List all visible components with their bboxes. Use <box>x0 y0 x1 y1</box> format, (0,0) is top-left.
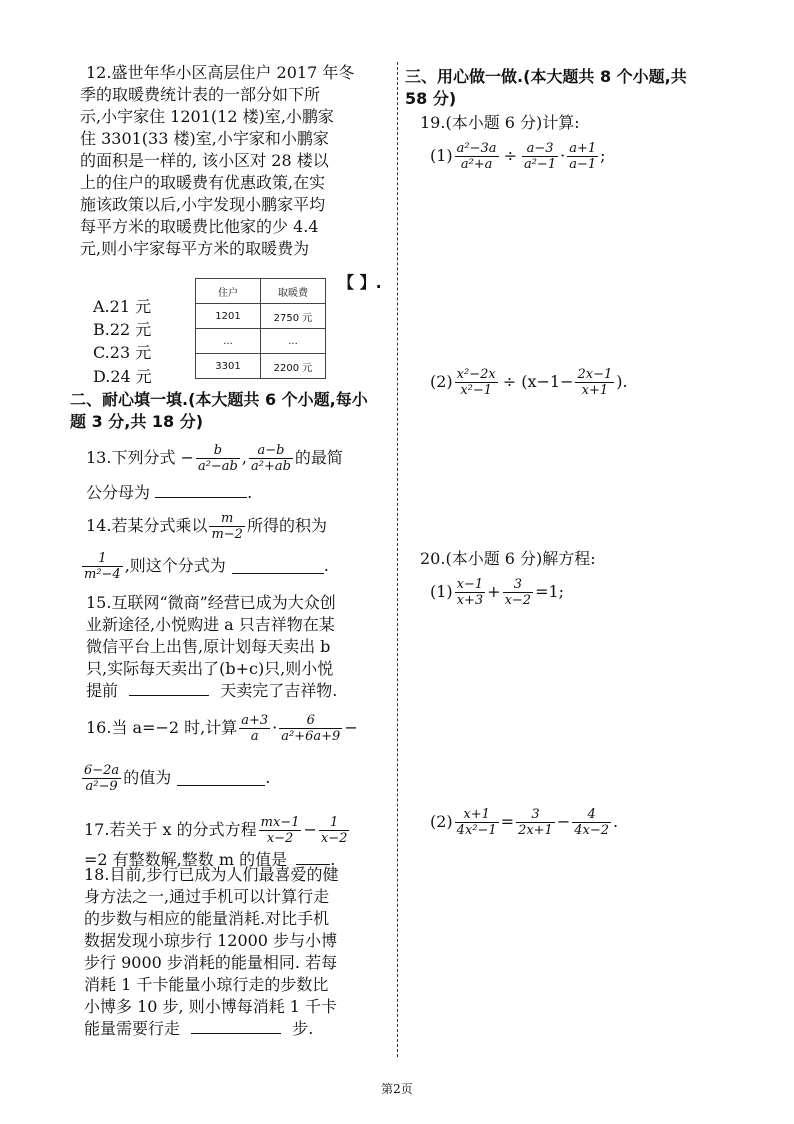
denominator: a−1 <box>569 156 597 172</box>
numerator: 6 <box>279 713 342 729</box>
q16-fraction-3 <box>82 763 121 794</box>
q12-line: 上的住户的取暖费有优惠政策,在实 <box>80 173 326 192</box>
denominator: x+1 <box>581 382 609 398</box>
q14-fraction-2 <box>82 551 123 582</box>
q12-line: 季的取暖费统计表的一部分如下所 <box>80 85 321 104</box>
numerator: m <box>209 511 245 527</box>
part-end: =1; <box>535 582 565 601</box>
option-c: C.23 元 <box>93 343 152 362</box>
question-12 <box>80 62 392 260</box>
numerator: 2x−1 <box>577 366 613 382</box>
denominator: a²+6a+9 <box>281 728 341 744</box>
answer-blank <box>191 1019 281 1034</box>
part-end: ; <box>600 146 606 165</box>
numerator: 3 <box>503 577 534 593</box>
numerator: 6−2a <box>84 762 120 778</box>
q20-title: 20.(本小题 6 分)解方程: <box>420 549 596 568</box>
operator: ÷ <box>503 146 517 165</box>
q12-line: 12.盛世年华小区高层住户 2017 年冬 <box>86 63 355 82</box>
question-18 <box>84 864 392 1040</box>
section-2-heading-line: 二、耐心填一填.(本大题共 6 个小题,每小 <box>70 390 368 409</box>
denominator: m²−4 <box>84 566 121 582</box>
answer-blank <box>129 681 209 696</box>
part-label: (2) <box>430 372 453 391</box>
q14-line2: ,则这个分式为 <box>124 556 226 575</box>
table-cell: 2200 元 <box>261 354 326 379</box>
q14-prefix: 14.若某分式乘以 <box>86 516 208 535</box>
denominator: a²+a <box>460 156 493 172</box>
fraction <box>575 367 614 398</box>
numerator: a+3 <box>241 712 269 728</box>
denominator: 4x²−1 <box>456 822 497 838</box>
q12-line: 施该政策以后,小宇发现小鹏家平均 <box>80 195 326 214</box>
part-label: (1) <box>430 146 453 165</box>
part-end: . <box>613 812 619 831</box>
numerator: x²−2x <box>456 366 496 382</box>
fraction <box>455 577 486 608</box>
fraction <box>503 577 534 608</box>
denominator: x+3 <box>456 592 484 608</box>
denominator: 4x−2 <box>574 822 610 838</box>
q13-suffix: 的最简 <box>294 448 343 467</box>
fraction <box>455 367 498 398</box>
q18-line: 的步数与相应的能量消耗.对比手机 <box>84 909 330 928</box>
denominator: x−2 <box>504 592 532 608</box>
answer-blank <box>155 483 247 498</box>
numerator: mx−1 <box>260 814 300 830</box>
question-20 <box>420 548 740 842</box>
q19-part-1 <box>420 136 740 176</box>
q13-sep: , <box>241 448 247 467</box>
operator: + <box>487 582 501 601</box>
q16-line2: 的值为 <box>123 768 172 787</box>
question-16 <box>86 708 392 798</box>
answer-blank <box>296 850 330 865</box>
question-17 <box>84 810 392 871</box>
q15-last-prefix: 提前 <box>86 681 119 700</box>
q17-prefix: 17.若关于 x 的分式方程 <box>84 820 257 839</box>
q15-line: 只,实际每天卖出了(b+c)只,则小悦 <box>86 659 334 678</box>
section-2-heading <box>70 389 395 433</box>
q12-line: 每平方米的取暖费比他家的少 4.4 <box>80 217 319 236</box>
denominator: m−2 <box>211 526 243 542</box>
q14-fraction-1 <box>209 511 245 542</box>
q16-fraction-2 <box>279 713 342 744</box>
q18-line: 数据发现小琼步行 12000 步与小博 <box>84 931 338 950</box>
table-cell: 2750 元 <box>261 304 326 329</box>
heating-fee-table <box>195 278 326 379</box>
page-number: 第2页 <box>381 1082 413 1096</box>
option-a: A.21 元 <box>93 297 152 316</box>
q14-suffix: 所得的积为 <box>246 516 327 535</box>
q16-fraction-1 <box>239 713 270 744</box>
q15-last-suffix: 天卖完了吉祥物. <box>220 681 338 700</box>
option-b: B.22 元 <box>93 320 152 339</box>
numerator: 4 <box>572 807 611 823</box>
fraction <box>572 807 611 838</box>
question-19 <box>420 112 740 402</box>
q13-prefix: 13.下列分式 − <box>86 448 194 467</box>
q19-part-2 <box>420 362 740 402</box>
numerator: 1 <box>319 815 350 831</box>
numerator: a−3 <box>522 141 558 157</box>
operator: − <box>556 812 571 831</box>
operator: = <box>500 812 515 831</box>
q18-last-prefix: 能量需要行走 <box>84 1019 181 1038</box>
table-row <box>196 304 326 329</box>
q16-dot: · <box>272 718 278 737</box>
denominator: x−2 <box>266 830 294 846</box>
numerator: 1 <box>82 551 123 567</box>
option-d: D.24 元 <box>93 367 152 386</box>
q12-line: 的面积是一样的, 该小区对 28 楼以 <box>80 151 329 170</box>
q16-prefix: 16.当 a=−2 时,计算 <box>86 718 238 737</box>
fraction <box>516 807 555 838</box>
denominator: a²−9 <box>85 778 118 794</box>
numerator: b <box>196 443 240 459</box>
q12-line: 示,小宇家住 1201(12 楼)室,小鹏家 <box>80 107 334 126</box>
q18-line: 小博多 10 步, 则小博每消耗 1 千卡 <box>84 997 338 1016</box>
column-divider <box>397 62 398 1057</box>
table-cell: 3301 <box>196 354 261 379</box>
q12-line: 住 3301(33 楼)室,小宇家和小鹏家 <box>80 129 329 148</box>
denominator: a²+ab <box>250 458 291 474</box>
q18-line: 消耗 1 千卡能量小琼行走的步数比 <box>84 975 329 994</box>
expression: ÷ (x−1− <box>502 372 574 391</box>
q15-line: 业新途径,小悦购进 a 只吉祥物在某 <box>86 615 335 634</box>
section-2-heading-line: 题 3 分,共 18 分) <box>70 412 204 431</box>
q15-line: 微信平台上出售,原计划每天卖出 b <box>86 637 331 656</box>
q17-fraction-2 <box>319 815 350 846</box>
answer-blank <box>177 771 265 786</box>
denominator: a <box>250 728 259 744</box>
part-end: ). <box>616 372 628 391</box>
table-header-row <box>196 279 326 304</box>
q18-line: 步行 9000 步消耗的能量相同. 若每 <box>84 953 338 972</box>
fraction <box>567 141 598 172</box>
table-header-cell: 住户 <box>196 279 261 304</box>
fraction <box>455 807 499 838</box>
numerator: a−b <box>249 443 293 459</box>
q20-part-1 <box>420 572 740 612</box>
table-cell: ... <box>261 329 326 354</box>
q13-line2: 公分母为 <box>86 483 151 502</box>
operator: · <box>560 146 566 165</box>
section-3-heading <box>405 66 735 110</box>
fraction <box>522 141 558 172</box>
numerator: x−1 <box>456 576 484 592</box>
q12-line: 元,则小宇家每平方米的取暖费为 <box>80 239 310 258</box>
numerator: x+1 <box>455 807 499 823</box>
question-13 <box>86 438 392 504</box>
part-label: (1) <box>430 582 453 601</box>
q19-title: 19.(本小题 6 分)计算: <box>420 113 580 132</box>
section-3-heading-line: 三、用心做一做.(本大题共 8 个小题,共 <box>405 67 687 86</box>
q20-part-2 <box>420 802 740 842</box>
q18-line: 18.目前,步行已成为人们最喜爱的健 <box>84 865 339 884</box>
question-14 <box>86 506 392 586</box>
section-3-heading-line: 58 分) <box>405 89 457 108</box>
q18-last-suffix: 步. <box>292 1019 314 1038</box>
q17-line2: =2 有整数解,整数 m 的值是 <box>84 850 288 869</box>
denominator: x−2 <box>320 830 348 846</box>
numerator: a²−3a <box>456 140 497 156</box>
q17-minus: − <box>303 820 317 839</box>
numerator: a+1 <box>569 140 597 156</box>
question-15 <box>86 592 392 702</box>
denominator: 2x+1 <box>518 822 553 838</box>
q14-end: . <box>323 556 329 575</box>
table-row <box>196 329 326 354</box>
fraction <box>455 141 499 172</box>
answer-blank <box>232 559 324 574</box>
q13-fraction-2 <box>249 443 293 474</box>
denominator: a²−1 <box>523 156 557 172</box>
table-cell: ... <box>196 329 261 354</box>
q15-line: 15.互联网“微商”经营已成为大众创 <box>86 593 336 612</box>
q13-end: . <box>247 483 253 502</box>
q16-end: . <box>265 768 271 787</box>
table-cell: 1201 <box>196 304 261 329</box>
denominator: x²−1 <box>460 382 493 398</box>
table-row <box>196 354 326 379</box>
denominator: a²−ab <box>197 458 238 474</box>
answer-bracket: 【 】. <box>338 273 382 292</box>
q16-minus: − <box>344 718 358 737</box>
part-label: (2) <box>430 812 453 831</box>
q17-fraction-1 <box>259 815 302 846</box>
table-header-cell: 取暖费 <box>261 279 326 304</box>
q13-fraction-1 <box>196 443 240 474</box>
q18-line: 身方法之一,通过手机可以计算行走 <box>84 887 330 906</box>
numerator: 3 <box>516 807 555 823</box>
q17-end: . <box>330 850 336 869</box>
